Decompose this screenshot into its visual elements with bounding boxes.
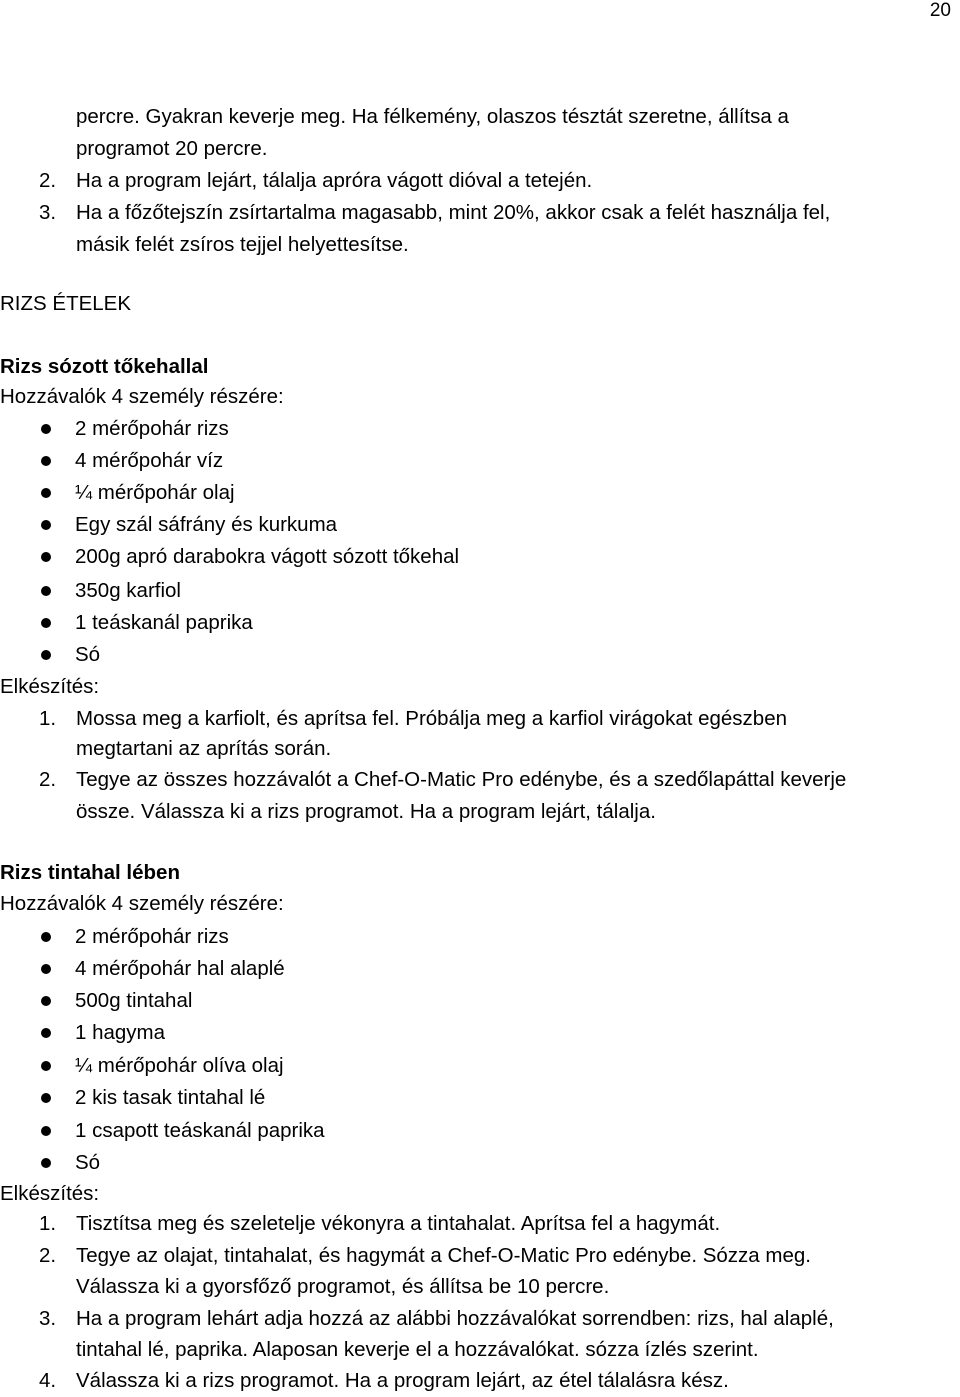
step-text: Válassza ki a gyorsfőző programot, és állítsa be 10 percre. — [76, 1275, 610, 1298]
list-item: 1 hagyma — [0, 1017, 900, 1049]
list-item-text: Ha a főzőtejszín zsírtartalma magasabb, mint 20%, akkor csak a felét használja fel, — [76, 201, 831, 224]
step-text: megtartani az aprítás során. — [76, 737, 332, 760]
bullet-icon — [41, 996, 51, 1006]
list-item: 2 mérőpohár rizs — [0, 921, 900, 953]
step-number: 3. — [39, 1307, 57, 1330]
recipe-title: Rizs tintahal lében — [0, 861, 180, 884]
section-heading: RIZS ÉTELEK — [0, 292, 132, 315]
step-text: Mossa meg a karfiolt, és aprítsa fel. Próbálja meg a karfiol virágokat egészben — [76, 707, 788, 730]
step-text: tintahal lé, paprika. Alaposan keverje el a hozzávalókat. sózza ízlés szerint. — [76, 1338, 759, 1361]
list-item: 4 mérőpohár víz — [0, 445, 900, 477]
bullet-icon — [41, 552, 51, 562]
step-number: 2. — [39, 768, 57, 791]
list-item: 200g apró darabokra vágott sózott tőkehal — [0, 541, 900, 573]
step-number: 4. — [39, 1369, 57, 1392]
list-item-text: Ha a program lejárt, tálalja apróra vágott dióval a tetején. — [76, 169, 593, 192]
list-item-text: percre. Gyakran keverje meg. Ha félkemény, olaszos tésztát szeretne, állítsa a — [76, 105, 789, 128]
bullet-icon — [41, 424, 51, 434]
list-item-number: 2. — [39, 169, 57, 192]
list-item: 1 csapott teáskanál paprika — [0, 1115, 900, 1147]
method-label: Elkészítés: — [0, 675, 100, 698]
list-item-text: másik felét zsíros tejjel helyettesítse. — [76, 233, 409, 256]
bullet-icon — [41, 586, 51, 596]
bullet-icon — [41, 1028, 51, 1038]
step-number: 2. — [39, 1244, 57, 1267]
ingredients-label: Hozzávalók 4 személy részére: — [0, 892, 284, 915]
step-text: Tegye az olajat, tintahalat, és hagymát a Chef-O-Matic Pro edénybe. Sózza meg. — [76, 1244, 811, 1267]
list-item: 2 kis tasak tintahal lé — [0, 1082, 900, 1114]
list-item: 4 mérőpohár hal alaplé — [0, 953, 900, 985]
page-number: 20 — [929, 0, 951, 21]
bullet-icon — [41, 456, 51, 466]
list-item: 1 teáskanál paprika — [0, 607, 900, 639]
list-item: Só — [0, 639, 900, 671]
list-item: ¼ mérőpohár olaj — [0, 477, 900, 509]
list-item: 350g karfiol — [0, 575, 900, 607]
step-text: Tisztítsa meg és szeletelje vékonyra a tintahalat. Aprítsa fel a hagymát. — [76, 1212, 721, 1235]
list-item: ¼ mérőpohár olíva olaj — [0, 1050, 900, 1082]
step-number: 1. — [39, 707, 57, 730]
list-item: Egy szál sáfrány és kurkuma — [0, 509, 900, 541]
bullet-icon — [41, 650, 51, 660]
list-item-number: 3. — [39, 201, 57, 224]
bullet-icon — [41, 520, 51, 530]
list-item-text: programot 20 percre. — [76, 137, 268, 160]
bullet-icon — [41, 488, 51, 498]
recipe-title: Rizs sózott tőkehallal — [0, 355, 209, 378]
bullet-icon — [41, 964, 51, 974]
list-item: Só — [0, 1147, 900, 1179]
step-text: Ha a program lehárt adja hozzá az alábbi hozzávalókat sorrendben: rizs, hal alaplé, — [76, 1307, 834, 1330]
step-number: 1. — [39, 1212, 57, 1235]
step-text: Válassza ki a rizs programot. Ha a program lejárt, az étel tálalásra kész. — [76, 1369, 729, 1392]
bullet-icon — [41, 932, 51, 942]
bullet-icon — [41, 1158, 51, 1168]
bullet-icon — [41, 618, 51, 628]
step-text: Tegye az összes hozzávalót a Chef-O-Matic Pro edénybe, és a szedőlapáttal keverje — [76, 768, 847, 791]
ingredients-label: Hozzávalók 4 személy részére: — [0, 385, 284, 408]
bullet-icon — [41, 1126, 51, 1136]
step-text: össze. Válassza ki a rizs programot. Ha a program lejárt, tálalja. — [76, 800, 656, 823]
bullet-icon — [41, 1093, 51, 1103]
list-item: 500g tintahal — [0, 985, 900, 1017]
method-label: Elkészítés: — [0, 1182, 100, 1205]
list-item: 2 mérőpohár rizs — [0, 413, 900, 445]
bullet-icon — [41, 1061, 51, 1071]
